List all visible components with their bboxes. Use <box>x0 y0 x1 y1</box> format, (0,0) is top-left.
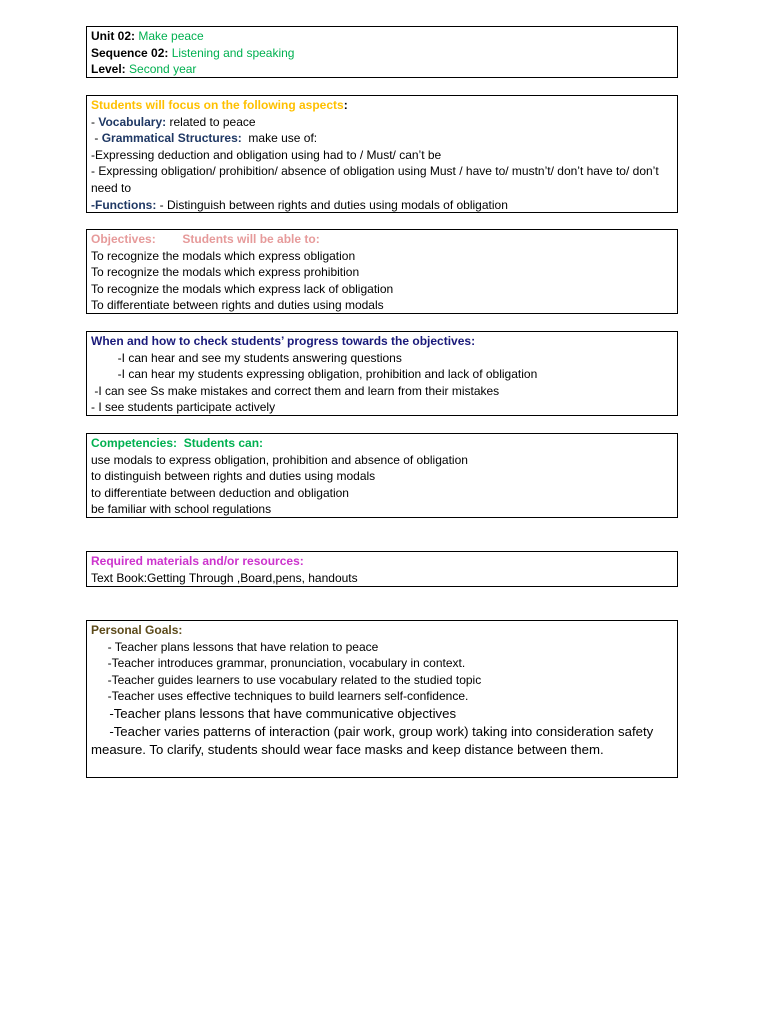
competency-item: use modals to express obligation, prohibition and absence of obligation <box>91 452 468 467</box>
progress-item: -I can hear my students expressing obligation, prohibition and lack of obligation <box>91 367 538 382</box>
vocab-text: related to peace <box>166 114 256 129</box>
focus-box <box>86 95 678 213</box>
materials-box <box>86 551 678 587</box>
objectives-box <box>86 229 678 314</box>
objective-item: To differentiate between rights and duties using modals <box>91 298 384 313</box>
focus-line-1: -Expressing deduction and obligation using had to / Must/ can’t be <box>91 147 442 162</box>
goal-item-large: -Teacher varies patterns of interaction (pair work, group work) taking into consideration safety measure. To clarify, students should wear face masks and keep distance between them. <box>91 723 657 757</box>
progress-item: - I see students participate actively <box>91 400 276 415</box>
focus-heading: Students will focus on the following aspects <box>91 98 344 112</box>
grammar-line <box>91 130 673 147</box>
progress-heading: When and how to check students’ progress towards the objectives: <box>91 334 476 348</box>
progress-box <box>86 331 678 416</box>
functions-line <box>91 197 673 214</box>
focus-line-2: - Expressing obligation/ prohibition/ absence of obligation using Must / have to/ mustn’t/ don’t have to/ don’t need to <box>91 164 663 195</box>
goals-heading: Personal Goals: <box>91 623 183 637</box>
progress-item: -I can hear and see my students answering questions <box>91 350 402 365</box>
goal-item: -Teacher introduces grammar, pronunciation, vocabulary in context. <box>91 656 466 671</box>
grammar-label: Grammatical Structures: <box>101 131 242 146</box>
goal-item: - Teacher plans lessons that have relation to peace <box>91 639 379 654</box>
unit-label: Unit 02: <box>91 29 136 43</box>
competencies-box <box>86 433 678 518</box>
unit-info-box <box>86 26 678 78</box>
goals-box <box>86 620 678 778</box>
sequence-label: Sequence 02: <box>91 45 169 60</box>
vocab-label: Vocabulary: <box>98 114 167 129</box>
goal-item: -Teacher uses effective techniques to build learners self-confidence. <box>91 689 469 704</box>
focus-heading-line <box>91 97 673 114</box>
competency-item: to distinguish between rights and duties using modals <box>91 469 376 484</box>
level-line <box>91 61 673 78</box>
unit-value: Make peace <box>138 29 204 43</box>
sequence-line <box>91 45 673 62</box>
unit-line <box>91 28 673 45</box>
grammar-text: make use of: <box>241 131 318 146</box>
sequence-value: Listening and speaking <box>171 45 295 60</box>
competencies-heading: Competencies: Students can: <box>91 436 264 450</box>
objective-item: To recognize the modals which express prohibition <box>91 265 360 280</box>
competency-item: to differentiate between deduction and obligation <box>91 485 349 500</box>
objective-item: To recognize the modals which express obligation <box>91 248 356 263</box>
vocab-prefix: - <box>91 114 99 129</box>
grammar-prefix: - <box>91 131 102 146</box>
vocab-line <box>91 114 673 131</box>
level-label: Level: <box>91 62 126 77</box>
materials-text: Text Book:Getting Through ,Board,pens, handouts <box>91 570 358 585</box>
functions-text: - Distinguish between rights and duties using modals of obligation <box>156 197 508 212</box>
goal-item-large: -Teacher plans lessons that have communicative objectives <box>91 705 457 721</box>
level-value: Second year <box>129 62 197 77</box>
focus-heading-colon: : <box>343 98 348 112</box>
goal-item: -Teacher guides learners to use vocabulary related to the studied topic <box>91 672 482 687</box>
objective-item: To recognize the modals which express lack of obligation <box>91 281 394 296</box>
progress-item: -I can see Ss make mistakes and correct them and learn from their mistakes <box>91 383 500 398</box>
competency-item: be familiar with school regulations <box>91 502 272 517</box>
functions-label: -Functions: <box>91 197 157 212</box>
materials-heading: Required materials and/or resources: <box>91 554 304 568</box>
objectives-heading: Objectives: Students will be able to: <box>91 232 320 246</box>
